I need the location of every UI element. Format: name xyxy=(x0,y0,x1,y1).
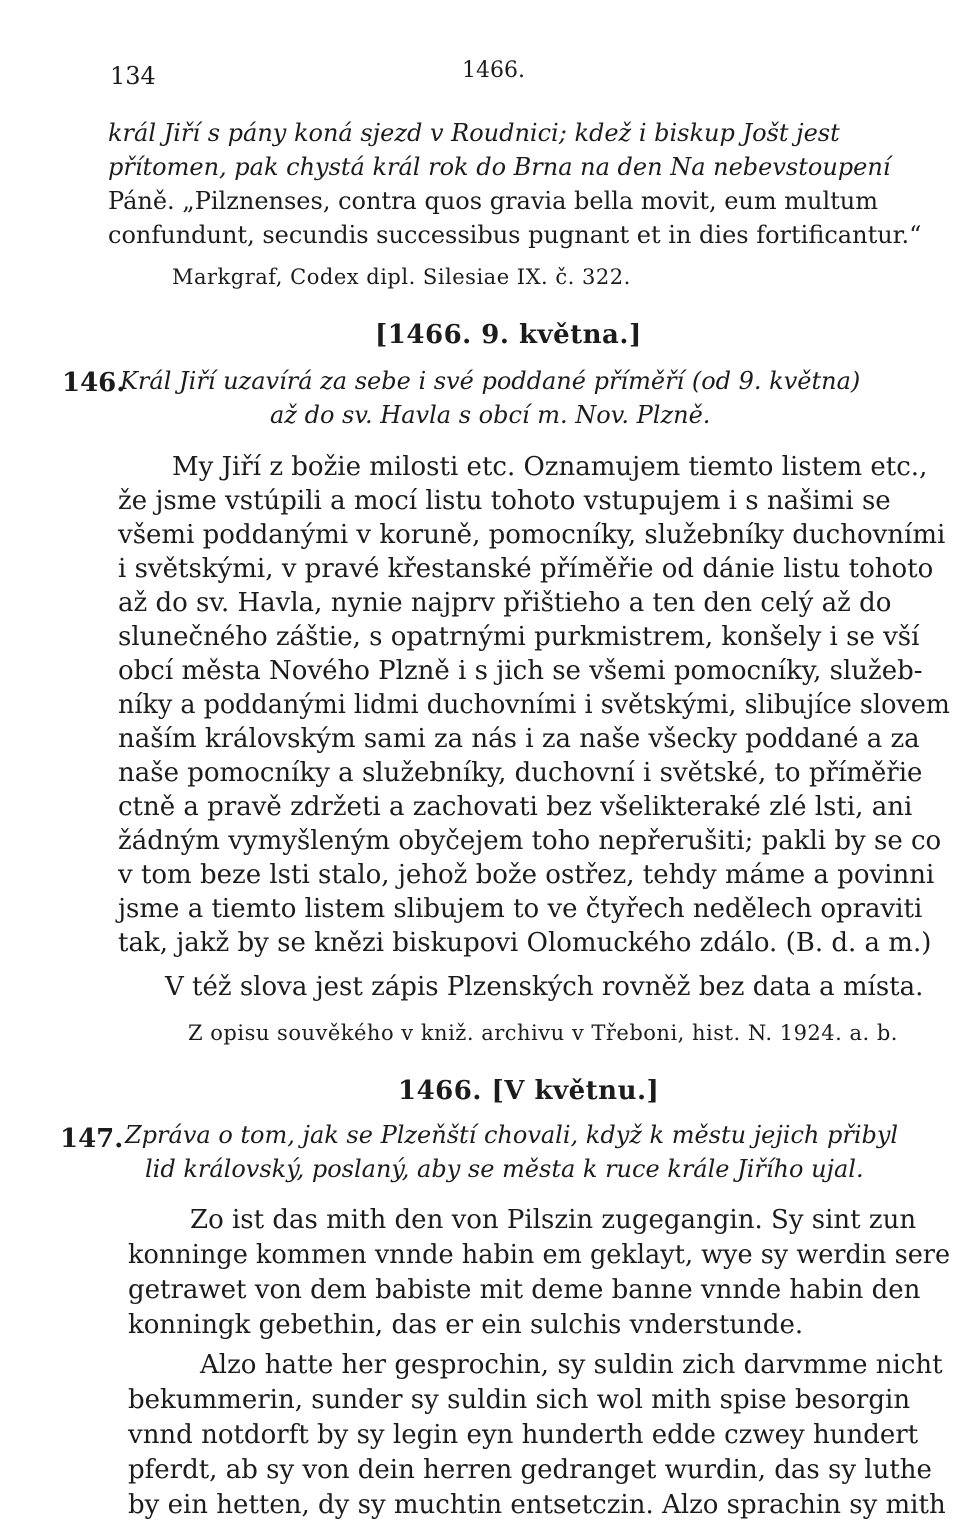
entry-146-title-line: až do sv. Havla s obcí m. Nov. Plzně. xyxy=(270,401,711,429)
intro-line: Páně. „Pilznenses, contra quos gravia bella movit, eum multum xyxy=(108,187,879,215)
intro-line: přítomen, pak chystá král rok do Brna na den Na nebevstoupení xyxy=(108,153,891,181)
entry-147-date: 1466. [V květnu.] xyxy=(398,1076,660,1106)
entry-146-body-line: níky a poddanými lidmi duchovními i světskými, slibujíce slovem xyxy=(118,690,950,720)
intro-line: confundunt, secundis successibus pugnant et in dies fortificantur.“ xyxy=(108,221,922,249)
entry-146-body-line: až do sv. Havla, nynie najprv přištieho a ten den celý až do xyxy=(118,588,892,618)
entry-146-note: V též slova jest zápis Plzenských rovněž bez data a místa. xyxy=(165,972,924,1002)
entry-147-body-line: Alzo hatte her gesprochin, sy suldin zich darvmme nicht xyxy=(200,1350,943,1380)
page-number: 134 xyxy=(110,62,156,90)
entry-146-body-line: naším královským sami za nás i za naše všecky poddané a za xyxy=(118,724,920,754)
entry-147-body-line: bekummerin, sunder sy suldin sich wol mith spise besorgin xyxy=(128,1385,911,1415)
intro-line: král Jiří s pány koná sjezd v Roudnici; kdež i biskup Jošt jest xyxy=(108,119,840,147)
entry-146-title-line: Král Jiří uzavírá za sebe i své poddané příměří (od 9. května) xyxy=(120,367,861,395)
running-head-year: 1466. xyxy=(462,58,525,83)
entry-147-body-line: by ein hetten, dy sy muchtin entsetczin. Alzo sprachin sy mith xyxy=(128,1490,946,1520)
entry-147-body-line: konningk gebethin, das er ein sulchis vnderstunde. xyxy=(128,1310,804,1340)
entry-146-body-line: všemi poddanými v koruně, pomocníky, služebníky duchovními xyxy=(118,520,946,550)
entry-147-title-line: Zpráva o tom, jak se Plzeňští chovali, když k městu jejich přibyl xyxy=(125,1121,899,1149)
entry-146-body-line: My Jiří z božie milosti etc. Oznamujem tiemto listem etc., xyxy=(172,452,928,482)
entry-146-body-line: i světskými, v pravé křestanské příměřie od dánie listu tohoto xyxy=(118,554,934,584)
entry-147-number: 147. xyxy=(60,1124,124,1154)
entry-146-body-line: jsme a tiemto listem slibujem to ve čtyřech nedělech opraviti xyxy=(118,894,923,924)
entry-147-body-line: konninge kommen vnnde habin em geklayt, wye sy werdin sere xyxy=(128,1240,951,1270)
entry-146-body-line: obcí města Nového Plzně i s jich se všemi pomocníky, služeb- xyxy=(118,656,923,686)
entry-146-number: 146. xyxy=(62,368,126,398)
entry-147-body-line: getrawet von dem babiste mit deme banne vnnde habin den xyxy=(128,1275,921,1305)
entry-146-body-line: ctně a pravě zdržeti a zachovati bez všelikteraké zlé lsti, ani xyxy=(118,792,913,822)
intro-source: Markgraf, Codex dipl. Silesiae IX. č. 322. xyxy=(172,265,631,289)
entry-146-body-line: v tom beze lsti stalo, jehož bože ostřez, tehdy máme a povinni xyxy=(118,860,935,890)
entry-146-body-line: naše pomocníky a služebníky, duchovní i světské, to příměřie xyxy=(118,758,923,788)
entry-147-body-line: Zo ist das mith den von Pilszin zugegangin. Sy sint zun xyxy=(190,1205,917,1235)
entry-147-title-line: lid královský, poslaný, aby se města k ruce krále Jiřího ujal. xyxy=(145,1155,864,1183)
entry-146-date: [1466. 9. května.] xyxy=(375,320,642,350)
entry-146-source: Z opisu souvěkého v kniž. archivu v Třeboni, hist. N. 1924. a. b. xyxy=(188,1021,898,1045)
entry-146-body-line: tak, jakž by se knězi biskupovi Olomuckého zdálo. (B. d. a m.) xyxy=(118,928,932,958)
entry-146-body-line: že jsme vstúpili a mocí listu tohoto vstupujem i s našimi se xyxy=(118,486,891,516)
entry-147-body-line: pferdt, ab sy von dein herren gedranget wurdin, das sy luthe xyxy=(128,1455,932,1485)
entry-146-body-line: žádným vymyšleným obyčejem toho nepřerušiti; pakli by se co xyxy=(118,826,942,856)
entry-147-body-line: vnnd notdorft by sy legin eyn hunderth edde czwey hundert xyxy=(128,1420,919,1450)
entry-146-body-line: slunečného záštie, s opatrnými purkmistrem, konšely i se vší xyxy=(118,622,920,652)
